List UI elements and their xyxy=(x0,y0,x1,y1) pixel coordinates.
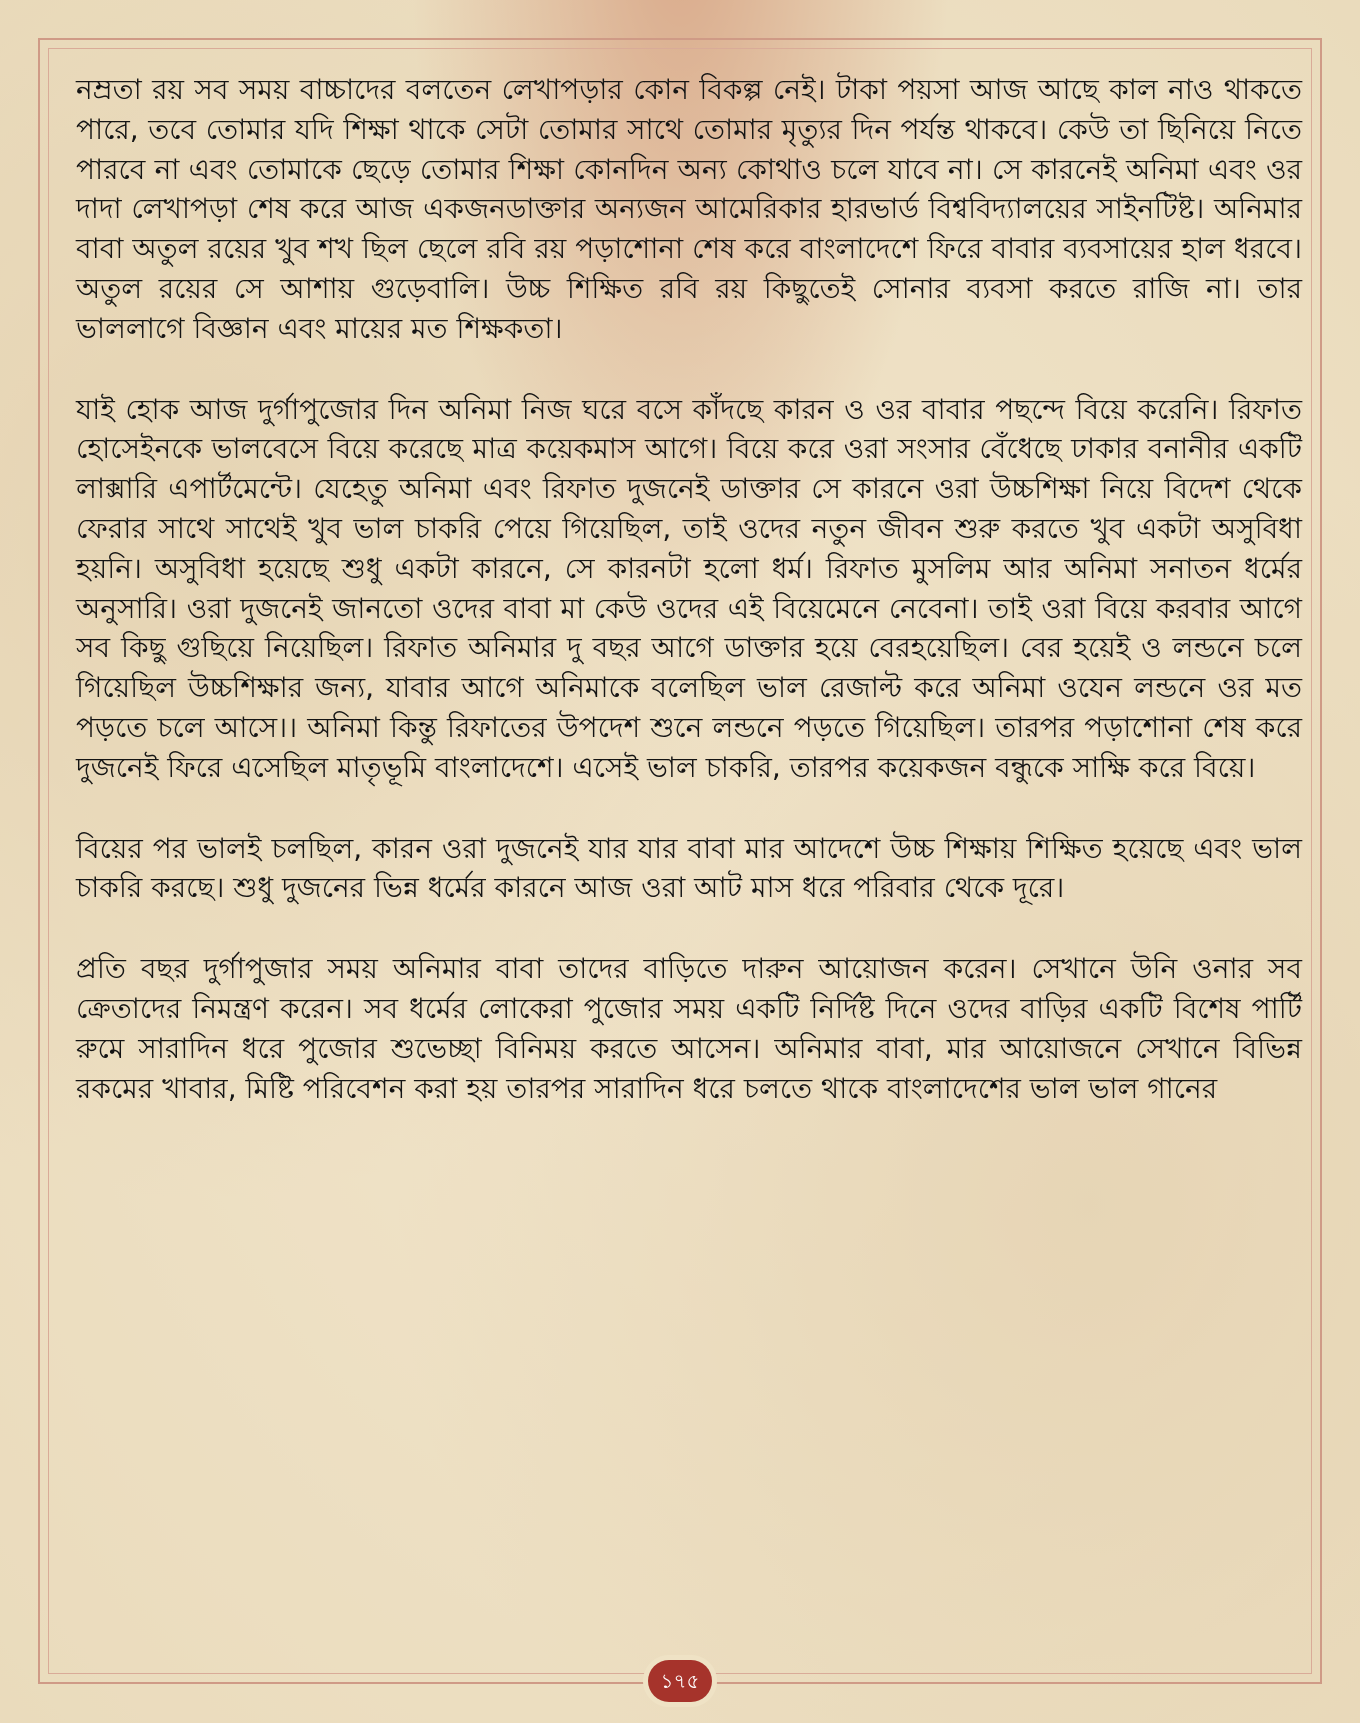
document-body xyxy=(76,70,1302,1149)
paragraph-3: বিয়ের পর ভালই চলছিল, কারন ওরা দুজনেই যার যার বাবা মার আদেশে উচ্চ শিক্ষায় শিক্ষিত হয়েছে এবং ভাল চাকরি করছে। শুধু দুজনের ভিন্ন ধর্মের কারনে আজ ওরা আট মাস ধরে পরিবার থেকে দূরে। xyxy=(76,831,1302,905)
page-number-badge: ১৭৫ xyxy=(648,1660,712,1702)
paragraph-1: নম্রতা রয় সব সময় বাচ্চাদের বলতেন লেখাপড়ার কোন বিকল্প নেই। টাকা পয়সা আজ আছে কাল নাও থাকতে পারে, তবে তোমার যদি শিক্ষা থাকে সেটা তোমার সাথে তোমার মৃত্যুর দিন পর্যন্ত থাকবে। কেউ তা ছিনিয়ে নিতে পারবে না এবং তোমাকে ছেড়ে তোমার শিক্ষা কোনদিন অন্য কোথাও চলে যাবে না। সে কারনেই অনিমা এবং ওর দাদা লেখাপড়া শেষ করে আজ একজনডাক্তার অন্যজন আমেরিকার হারভার্ড বিশ্ববিদ্যালয়ের সাইনটিষ্ট। অনিমার বাবা অতুল রয়ের খুব শখ ছিল ছেলে রবি রয় পড়াশোনা শেষ করে বাংলাদেশে ফিরে বাবার ব্যবসায়ের হাল ধরবে। অতুল রয়ের সে আশায় গুড়েবালি। উচ্চ শিক্ষিত রবি রয় কিছুতেই সোনার ব্যবসা করতে রাজি না। তার ভাললাগে বিজ্ঞান এবং মায়ের মত শিক্ষকতা। xyxy=(76,73,1302,345)
paragraph-2: যাই হোক আজ দুর্গাপুজোর দিন অনিমা নিজ ঘরে বসে কাঁদছে কারন ও ওর বাবার পছন্দে বিয়ে করেনি। রিফাত হোসেইনকে ভালবেসে বিয়ে করেছে মাত্র কয়েকমাস আগে। বিয়ে করে ওরা সংসার বেঁধেছে ঢাকার বনানীর একটি লাক্সারি এপার্টমেন্টে। যেহেতু অনিমা এবং রিফাত দুজনেই ডাক্তার সে কারনে ওরা উচ্চশিক্ষা নিয়ে বিদেশ থেকে ফেরার সাথে সাথেই খুব ভাল চাকরি পেয়ে গিয়েছিল, তাই ওদের নতুন জীবন শুরু করতে খুব একটা অসুবিধা হয়নি। অসুবিধা হয়েছে শুধু একটা কারনে, সে কারনটা হলো ধর্ম। রিফাত মুসলিম আর অনিমা সনাতন ধর্মের অনুসারি। ওরা দুজনেই জানতো ওদের বাবা মা কেউ ওদের এই বিয়েমেনে নেবেনা। তাই ওরা বিয়ে করবার আগে সব কিছু গুছিয়ে নিয়েছিল। রিফাত অনিমার দু বছর আগে ডাক্তার হয়ে বেরহয়েছিল। বের হয়েই ও লন্ডনে চলে গিয়েছিল উচ্চশিক্ষার জন্য, যাবার আগে অনিমাকে বলেছিল ভাল রেজাল্ট করে অনিমা ওযেন লন্ডনে ওর মত পড়তে চলে আসে।। অনিমা কিন্তু রিফাতের উপদেশ শুনে লন্ডনে পড়তে গিয়েছিল। তারপর পড়াশোনা শেষ করে দুজনেই ফিরে এসেছিল মাতৃভূমি বাংলাদেশে। এসেই ভাল চাকরি, তারপর কয়েকজন বন্ধুকে সাক্ষি করে বিয়ে। xyxy=(76,392,1302,784)
paragraph-4: প্রতি বছর দুর্গাপুজার সময় অনিমার বাবা তাদের বাড়িতে দারুন আয়োজন করেন। সেখানে উনি ওনার সব ক্রেতাদের নিমন্ত্রণ করেন। সব ধর্মের লোকেরা পুজোর সময় একটি নির্দিষ্ট দিনে ওদের বাড়ির একটি বিশেষ পার্টি রুমে সারাদিন ধরে পুজোর শুভেচ্ছা বিনিময় করতে আসেন। অনিমার বাবা, মার আয়োজনে সেখানে বিভিন্ন রকমের খাবার, মিষ্টি পরিবেশন করা হয় তারপর সারাদিন ধরে চলতে থাকে বাংলাদেশের ভাল ভাল গানের xyxy=(76,952,1302,1105)
